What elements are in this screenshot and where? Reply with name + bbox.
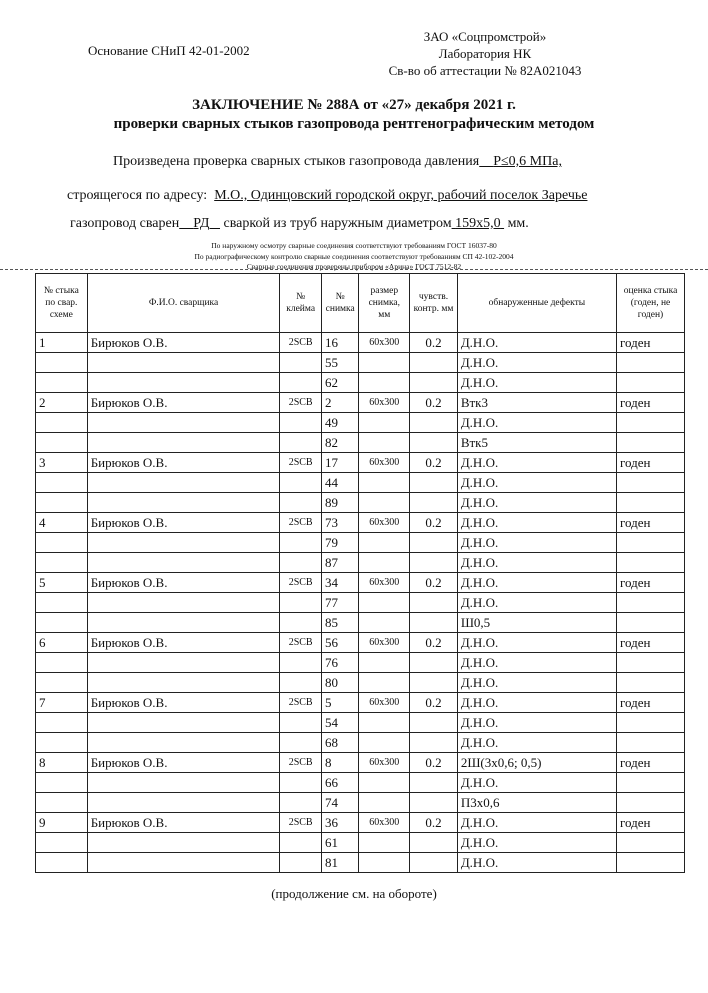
table-row [36,573,685,593]
table-row [36,693,685,713]
table-row [36,633,685,653]
table-row [36,533,685,553]
defects-cell: Д.Н.О. [457,353,616,373]
assessment-cell: годен [617,333,685,353]
sensitivity-cell [410,653,458,673]
welder-name-cell: Бирюков О.В. [87,453,280,473]
stamp-number-cell [280,593,322,613]
stamp-number-cell [280,413,322,433]
welder-name-cell [87,713,280,733]
film-number-cell: 76 [321,653,359,673]
joint-number-cell [36,353,88,373]
film-size-cell [359,713,410,733]
assessment-cell: годен [617,573,685,593]
sensitivity-cell [410,793,458,813]
welder-name-cell [87,473,280,493]
film-number-cell: 73 [321,513,359,533]
table-row [36,713,685,733]
note-device: Сварные соединения проверены прибором «Арина» ГОСТ 7512-82 [246,262,462,271]
film-size-cell [359,613,410,633]
assessment-cell [617,713,685,733]
film-number-cell: 79 [321,533,359,553]
defects-cell: Д.Н.О. [457,333,616,353]
sensitivity-cell [410,493,458,513]
welder-name-cell [87,653,280,673]
defects-cell: Д.Н.О. [457,513,616,533]
welder-name-cell [87,353,280,373]
joint-number-cell [36,373,88,393]
joint-number-cell [36,673,88,693]
film-size-cell [359,593,410,613]
stamp-number-cell [280,373,322,393]
joint-number-cell [36,593,88,613]
assessment-cell [617,433,685,453]
film-size-cell [359,473,410,493]
welding-method: РД [193,216,210,231]
defects-cell: Д.Н.О. [457,453,616,473]
table-row [36,413,685,433]
welder-name-cell [87,673,280,693]
table-row [36,653,685,673]
sensitivity-cell: 0.2 [410,393,458,413]
joint-number-cell [36,773,88,793]
stamp-number-cell [280,473,322,493]
address-line [67,188,587,204]
film-number-cell: 8 [321,753,359,773]
film-number-cell: 77 [321,593,359,613]
defects-cell: Д.Н.О. [457,593,616,613]
welder-name-cell [87,413,280,433]
assessment-cell [617,853,685,873]
joint-number-cell [36,533,88,553]
pipe-unit: мм. [507,216,529,231]
sensitivity-cell [410,593,458,613]
stamp-number-cell [280,673,322,693]
stamp-number-cell [280,713,322,733]
col-film-size-header: размер снимка, мм [359,274,410,333]
assessment-cell: годен [617,513,685,533]
col-sensitivity-header: чувств. контр. мм [410,274,458,333]
film-size-cell [359,833,410,853]
film-size-cell [359,733,410,753]
assessment-cell [617,353,685,373]
welder-name-cell [87,613,280,633]
defects-cell: Д.Н.О. [457,853,616,873]
welder-name-cell [87,533,280,553]
table-row [36,433,685,453]
film-number-cell: 81 [321,853,359,873]
document-subtitle: проверки сварных стыков газопровода рентгенографическим методом [113,116,595,132]
table-row [36,733,685,753]
film-number-cell: 5 [321,693,359,713]
assessment-cell [617,373,685,393]
table-row [36,553,685,573]
film-size-cell: 60х300 [359,393,410,413]
sensitivity-cell [410,673,458,693]
film-number-cell: 62 [321,373,359,393]
address-value: М.О., Одинцовский городской округ, рабочий поселок Заречье [214,188,588,203]
sensitivity-cell: 0.2 [410,753,458,773]
sensitivity-cell [410,373,458,393]
welder-name-cell [87,733,280,753]
film-size-cell: 60х300 [359,513,410,533]
organization-name: ЗАО «Соцпромстрой» [423,29,547,44]
joint-number-cell [36,553,88,573]
joint-number-cell [36,493,88,513]
welder-name-cell [87,493,280,513]
welder-name-cell: Бирюков О.В. [87,393,280,413]
joint-number-cell: 1 [36,333,88,353]
stamp-number-cell [280,653,322,673]
sensitivity-cell [410,713,458,733]
col-assessment-header: оценка стыка (годен, не годен) [617,274,685,333]
film-number-cell: 82 [321,433,359,453]
joint-number-cell: 5 [36,573,88,593]
joint-number-cell [36,853,88,873]
film-number-cell: 66 [321,773,359,793]
film-size-cell: 60х300 [359,813,410,833]
document-title: ЗАКЛЮЧЕНИЕ № 288А от «27» декабря 2021 г. [192,97,516,113]
film-number-cell: 34 [321,573,359,593]
assessment-cell [617,833,685,853]
defects-cell: Д.Н.О. [457,733,616,753]
film-size-cell [359,533,410,553]
film-size-cell [359,353,410,373]
stamp-number-cell: 2SCB [280,813,322,833]
joint-number-cell: 6 [36,633,88,653]
table-row [36,593,685,613]
stamp-number-cell [280,773,322,793]
stamp-number-cell [280,553,322,573]
assessment-cell: годен [617,633,685,653]
joint-number-cell [36,413,88,433]
film-number-cell: 68 [321,733,359,753]
laboratory-name: Лаборатория НК [438,46,532,61]
welder-name-cell: Бирюков О.В. [87,513,280,533]
stamp-number-cell [280,853,322,873]
sensitivity-cell: 0.2 [410,693,458,713]
welder-name-cell: Бирюков О.В. [87,633,280,653]
joint-number-cell: 2 [36,393,88,413]
film-size-cell [359,793,410,813]
film-size-cell: 60х300 [359,753,410,773]
film-number-cell: 74 [321,793,359,813]
joint-number-cell [36,713,88,733]
col-defects-header: обнаруженные дефекты [457,274,616,333]
stamp-number-cell [280,493,322,513]
assessment-cell [617,793,685,813]
table-row [36,813,685,833]
table-body [36,333,685,873]
joint-number-cell: 7 [36,693,88,713]
film-number-cell: 89 [321,493,359,513]
defects-cell: Д.Н.О. [457,413,616,433]
assessment-cell [617,553,685,573]
continuation-note: (продолжение см. на обороте) [271,886,437,901]
joint-number-cell: 8 [36,753,88,773]
joint-number-cell [36,433,88,453]
assessment-cell [617,593,685,613]
organization-block [355,28,615,79]
assessment-cell: годен [617,753,685,773]
pressure-value: Р≤0,6 МПа, [493,154,562,169]
sensitivity-cell [410,533,458,553]
film-size-cell [359,493,410,513]
defects-cell: Д.Н.О. [457,573,616,593]
pipe-label-a: газопровод сварен [70,216,180,231]
film-number-cell: 55 [321,353,359,373]
defects-cell: Д.Н.О. [457,633,616,653]
sensitivity-cell: 0.2 [410,573,458,593]
col-film-number-header: № снимка [321,274,359,333]
basis-reference: Основание СНиП 42-01-2002 [88,43,250,58]
joint-number-cell: 4 [36,513,88,533]
joint-number-cell: 9 [36,813,88,833]
sensitivity-cell [410,553,458,573]
defects-cell: Д.Н.О. [457,653,616,673]
assessment-cell [617,473,685,493]
film-number-cell: 36 [321,813,359,833]
col-welder-name-header: Ф.И.О. сварщика [87,274,280,333]
defects-cell: Д.Н.О. [457,833,616,853]
sensitivity-cell: 0.2 [410,333,458,353]
defects-cell: Ш0,5 [457,613,616,633]
table-header-row [36,274,685,333]
table-row [36,453,685,473]
assessment-cell [617,533,685,553]
film-number-cell: 61 [321,833,359,853]
film-number-cell: 56 [321,633,359,653]
assessment-cell: годен [617,813,685,833]
film-size-cell: 60х300 [359,573,410,593]
film-size-cell [359,773,410,793]
film-size-cell: 60х300 [359,633,410,653]
sensitivity-cell: 0.2 [410,453,458,473]
assessment-cell [617,773,685,793]
sensitivity-cell [410,853,458,873]
welder-name-cell [87,853,280,873]
assessment-cell [617,613,685,633]
table-row [36,373,685,393]
film-number-cell: 80 [321,673,359,693]
defects-cell: 2Ш(3х0,6; 0,5) [457,753,616,773]
welder-name-cell [87,773,280,793]
sensitivity-cell [410,773,458,793]
defects-cell: Д.Н.О. [457,813,616,833]
defects-cell: Д.Н.О. [457,713,616,733]
joint-number-cell [36,473,88,493]
film-number-cell: 44 [321,473,359,493]
joint-number-cell: 3 [36,453,88,473]
defects-cell: Втк5 [457,433,616,453]
stamp-number-cell [280,793,322,813]
defects-cell: Д.Н.О. [457,693,616,713]
weld-results-table [35,273,685,873]
table-row [36,853,685,873]
assessment-cell [617,493,685,513]
defects-cell: Д.Н.О. [457,473,616,493]
welder-name-cell: Бирюков О.В. [87,753,280,773]
film-size-cell [359,853,410,873]
joint-number-cell [36,613,88,633]
stamp-number-cell: 2SCB [280,393,322,413]
welder-name-cell [87,373,280,393]
film-size-cell [359,373,410,393]
film-number-cell: 49 [321,413,359,433]
welder-name-cell: Бирюков О.В. [87,693,280,713]
film-number-cell: 54 [321,713,359,733]
stamp-number-cell [280,533,322,553]
stamp-number-cell [280,613,322,633]
joint-number-cell [36,653,88,673]
note-visual-inspection: По наружному осмотру сварные соединения соответствуют требованиям ГОСТ 16037-80 [211,241,497,250]
film-number-cell: 16 [321,333,359,353]
defects-cell: Д.Н.О. [457,673,616,693]
joint-number-cell [36,833,88,853]
pipe-label-b: сваркой из труб наружным диаметром [223,216,452,231]
col-stamp-number-header: № клейма [280,274,322,333]
table-row [36,473,685,493]
col-joint-number-header: № стыка по свар. схеме [36,274,88,333]
table-row [36,673,685,693]
table-row [36,793,685,813]
sensitivity-cell [410,353,458,373]
address-label: строящегося по адресу: [67,188,208,203]
film-size-cell: 60х300 [359,453,410,473]
defects-cell: Д.Н.О. [457,533,616,553]
stamp-number-cell [280,353,322,373]
sensitivity-cell [410,433,458,453]
divider [0,269,708,270]
stamp-number-cell: 2SCB [280,453,322,473]
film-size-cell [359,653,410,673]
pipe-line [70,216,529,232]
welder-name-cell: Бирюков О.В. [87,573,280,593]
sensitivity-cell [410,413,458,433]
table-row [36,753,685,773]
defects-cell: Д.Н.О. [457,493,616,513]
welder-name-cell [87,833,280,853]
assessment-cell [617,653,685,673]
welder-name-cell: Бирюков О.В. [87,813,280,833]
assessment-cell [617,413,685,433]
film-number-cell: 17 [321,453,359,473]
certificate-number: Св-во об аттестации № 82А021043 [388,63,582,78]
table-row [36,333,685,353]
stamp-number-cell: 2SCB [280,333,322,353]
table-row [36,513,685,533]
table-row [36,353,685,373]
welder-name-cell [87,793,280,813]
stamp-number-cell: 2SCB [280,693,322,713]
defects-cell: П3х0,6 [457,793,616,813]
assessment-cell [617,673,685,693]
table-row [36,393,685,413]
pressure-label: Произведена проверка сварных стыков газопровода давления [113,154,480,169]
sensitivity-cell [410,733,458,753]
stamp-number-cell: 2SCB [280,633,322,653]
film-size-cell [359,433,410,453]
table-row [36,833,685,853]
pipe-diameter: 159х5,0 [455,216,501,231]
defects-cell: Д.Н.О. [457,553,616,573]
film-size-cell [359,413,410,433]
film-size-cell [359,553,410,573]
pressure-line [113,154,562,170]
film-size-cell [359,673,410,693]
assessment-cell [617,733,685,753]
table-row [36,493,685,513]
defects-cell: Д.Н.О. [457,773,616,793]
film-number-cell: 85 [321,613,359,633]
sensitivity-cell [410,473,458,493]
note-radiographic-control: По радиографическому контролю сварные соединения соответствуют требованиям СП 42-102-2004 [194,252,514,261]
sensitivity-cell: 0.2 [410,513,458,533]
sensitivity-cell: 0.2 [410,633,458,653]
welder-name-cell [87,433,280,453]
defects-cell: Д.Н.О. [457,373,616,393]
stamp-number-cell: 2SCB [280,573,322,593]
sensitivity-cell [410,833,458,853]
defects-cell: Втк3 [457,393,616,413]
table-row [36,613,685,633]
welder-name-cell [87,593,280,613]
assessment-cell: годен [617,453,685,473]
stamp-number-cell: 2SCB [280,513,322,533]
assessment-cell: годен [617,393,685,413]
table-row [36,773,685,793]
stamp-number-cell: 2SCB [280,753,322,773]
film-size-cell: 60х300 [359,333,410,353]
welder-name-cell [87,553,280,573]
stamp-number-cell [280,733,322,753]
joint-number-cell [36,793,88,813]
film-size-cell: 60х300 [359,693,410,713]
sensitivity-cell [410,613,458,633]
assessment-cell: годен [617,693,685,713]
film-number-cell: 2 [321,393,359,413]
welder-name-cell: Бирюков О.В. [87,333,280,353]
stamp-number-cell [280,433,322,453]
stamp-number-cell [280,833,322,853]
sensitivity-cell: 0.2 [410,813,458,833]
film-number-cell: 87 [321,553,359,573]
joint-number-cell [36,733,88,753]
